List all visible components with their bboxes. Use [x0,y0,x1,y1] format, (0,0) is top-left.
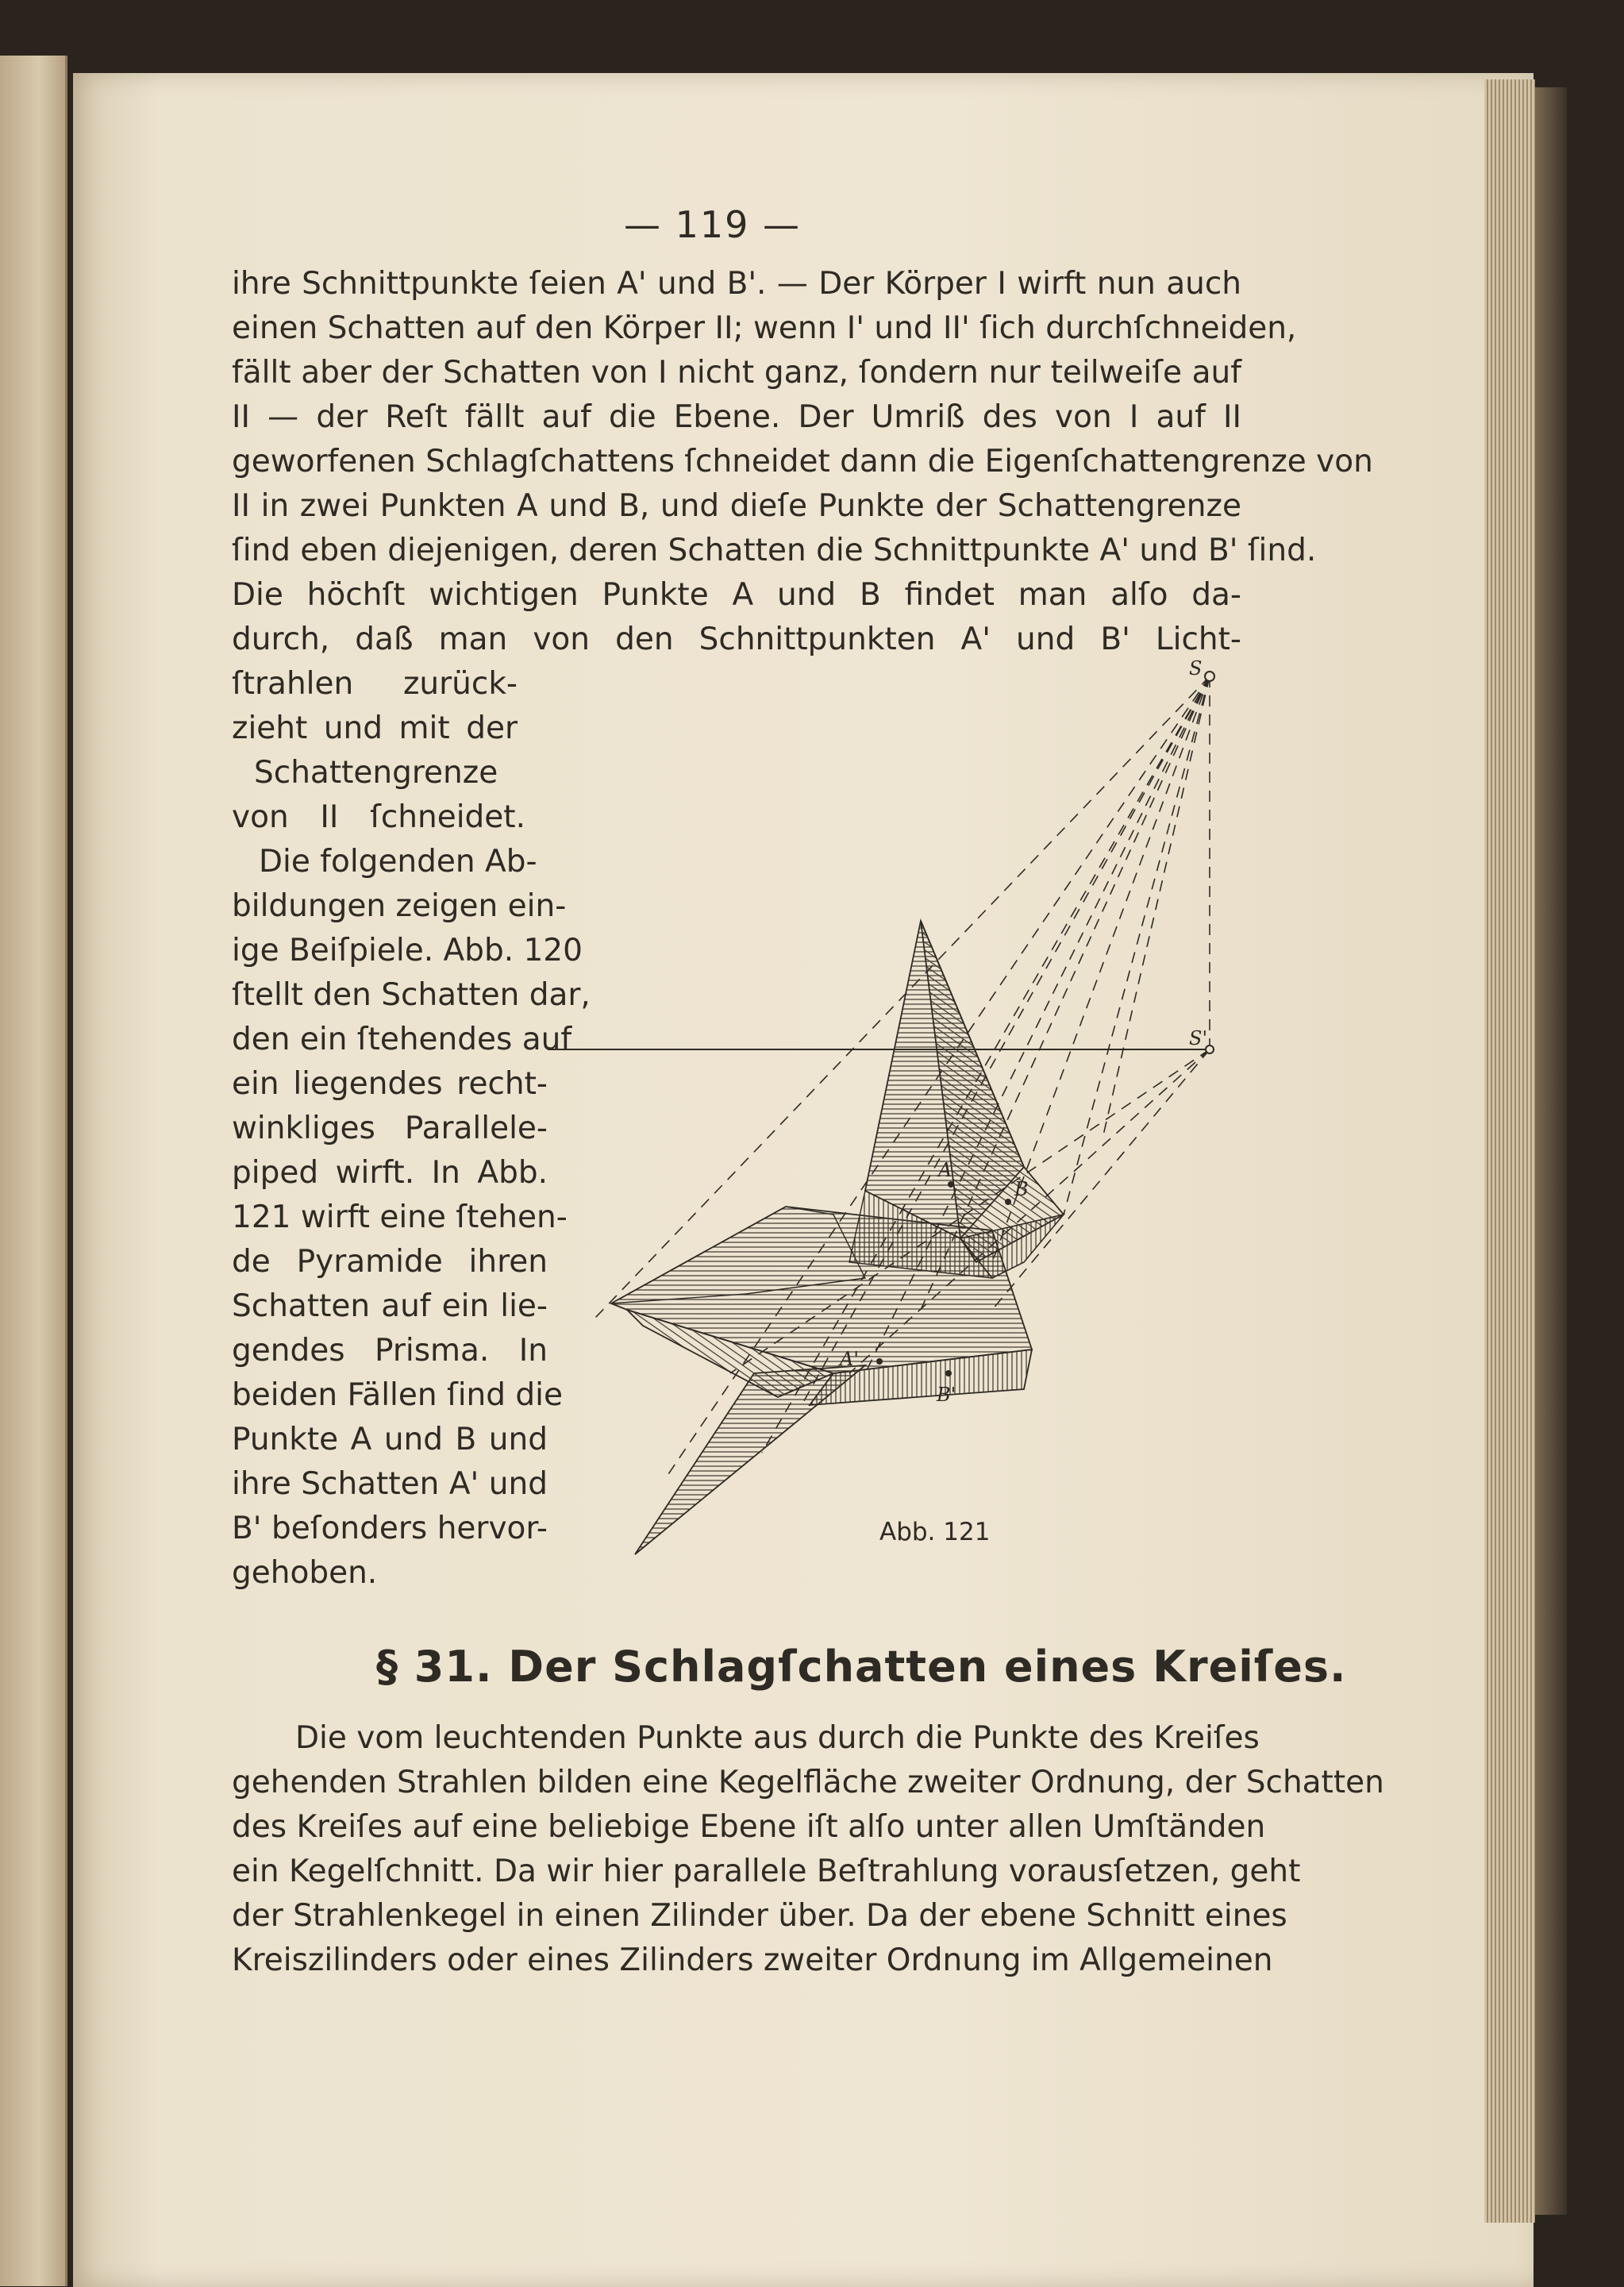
point-b-prime [945,1370,952,1376]
text-line: II in zwei Punkten A und B, und dieſe Punkte der Schattengrenze [232,488,1241,524]
page-stack-edges [1484,79,1535,2223]
figure-abb-121 [548,659,1246,1572]
previous-page-edge [0,56,67,2286]
text-line: 121 wirft eine ſtehen- [232,1199,568,1235]
text-line: den ein ſtehendes auf [232,1022,572,1057]
label-b-prime: B' [937,1384,956,1406]
text-line: ein liegendes recht- [232,1066,548,1102]
text-line: gehenden Strahlen bilden eine Kegelfläche zweiter Ordnung, der Schatten [232,1765,1384,1800]
text-line: des Kreiſes auf eine beliebige Ebene iſt alſo unter allen Umſtänden [232,1809,1266,1845]
text-line: einen Schatten auf den Körper II; wenn I' und II' ſich durchſchneiden, [232,310,1297,346]
label-s: S [1189,659,1203,680]
text-line: ihre Schnittpunkte ſeien A' und B'. — Der Körper I wirft nun auch [232,266,1241,302]
text-line: Die höchſt wichtigen Punkte A und B findet man alſo da- [232,577,1241,613]
label-a-prime: A' [840,1348,859,1370]
text-line: winkliges Parallele- [232,1111,548,1146]
text-line: Die vom leuchtenden Punkte aus durch die Punkte des Kreiſes [295,1720,1260,1756]
text-line: geworfenen Schlagſchattens ſchneidet dann die Eigenſchattengrenze von [232,444,1373,479]
book-fore-edge [1535,87,1567,2215]
figure-caption: Abb. 121 [879,1518,991,1546]
text-line: piped wirft. In Abb. [232,1155,548,1191]
text-line: Schatten auf ein lie- [232,1288,548,1324]
text-line: gehoben. [232,1555,378,1591]
text-line: Punkte A und B und [232,1422,548,1457]
text-line: fällt aber der Schatten von I nicht ganz, ſondern nur teilweiſe auf [232,355,1241,391]
text-line: der Strahlenkegel in einen Zilinder über. Da der ebene Schnitt eines [232,1898,1287,1934]
text-line: ſtrahlen zurück- [232,666,518,702]
text-line: Schattengrenze [254,755,498,791]
text-line: bildungen zeigen ein- [232,888,567,924]
text-line: II — der Reſt fällt auf die Ebene. Der Umriß des von I auf II [232,399,1241,435]
text-line: gendes Prisma. In [232,1333,548,1369]
text-line: ihre Schatten A' und [232,1466,548,1502]
point-s [1205,672,1214,681]
text-line: durch, daß man von den Schnittpunkten A' und B' Licht- [232,622,1241,657]
text-line: zieht und mit der [232,710,518,746]
point-b [1005,1199,1011,1205]
text-line: beiden Fällen ſind die [232,1377,564,1413]
label-a: A [938,1159,952,1181]
text-line: ſtellt den Schatten dar, [232,977,591,1013]
point-a-prime [876,1358,883,1365]
label-b: B [1014,1178,1029,1200]
text-line: de Pyramide ihren [232,1244,548,1280]
point-a [948,1181,954,1188]
text-line: von II ſchneidet. [232,799,525,835]
text-line: Die folgenden Ab- [259,844,537,880]
text-line: Kreiszilinders oder eines Zilinders zweiter Ordnung im Allgemeinen [232,1942,1273,1978]
text-line: ſind eben diejenigen, deren Schatten die Schnittpunkte A' und B' ſind. [232,533,1317,568]
text-line: B' beſonders hervor- [232,1511,548,1546]
text-line: ein Kegelſchnitt. Da wir hier parallele Beſtrahlung vorausſetzen, geht [232,1854,1301,1889]
section-heading: § 31. Der Schlagſchatten eines Kreiſes. [376,1642,1347,1692]
page-number: — 119 — [624,203,802,246]
label-s-prime: S' [1189,1027,1208,1049]
text-line: ige Beiſpiele. Abb. 120 [232,933,583,968]
